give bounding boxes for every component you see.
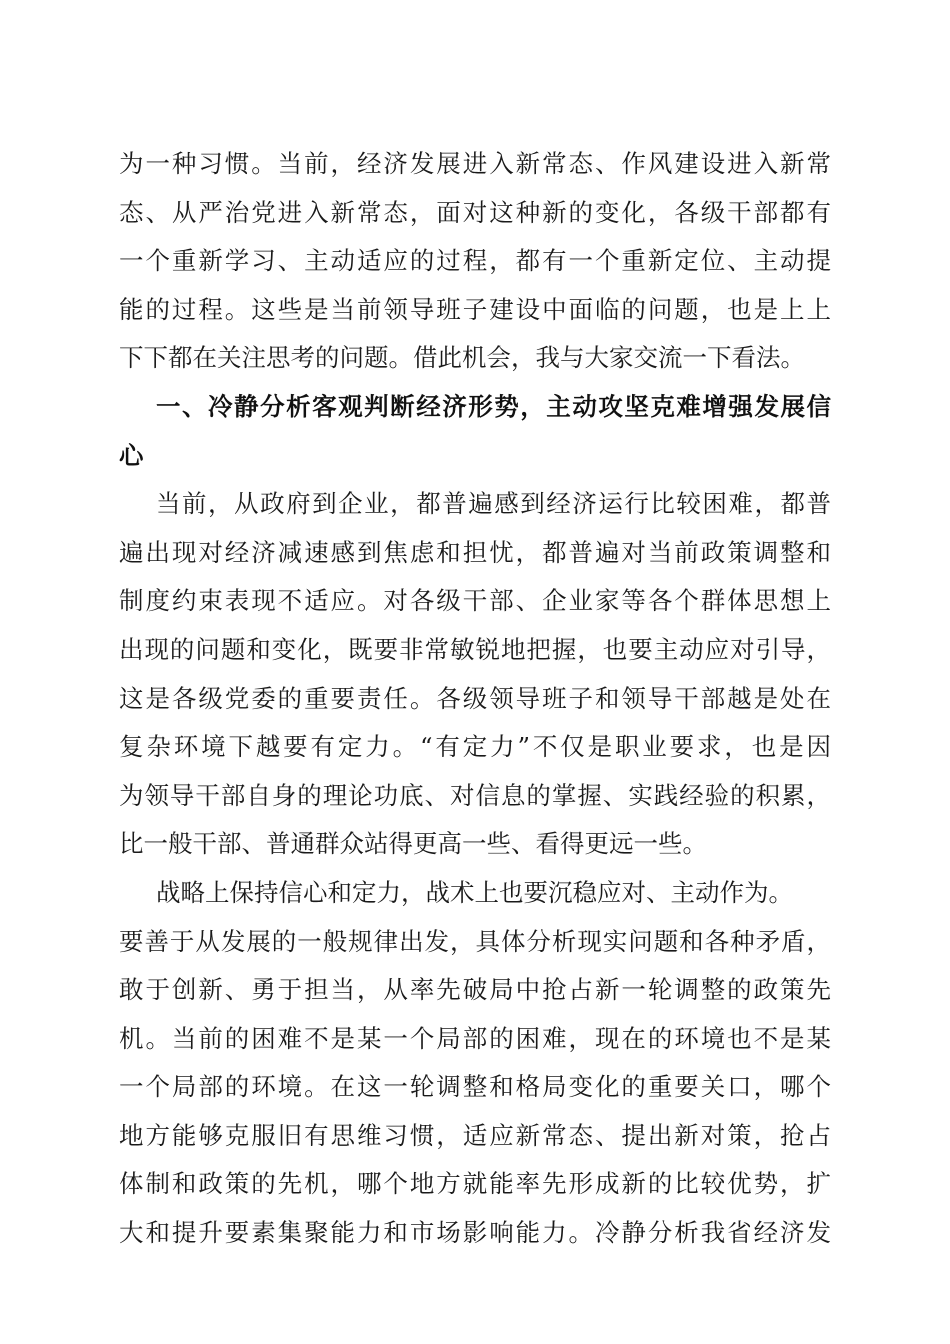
text-line: 态、从严治党进入新常态，面对这种新的变化，各级干部都有 bbox=[119, 197, 831, 227]
paragraph-strategy bbox=[119, 869, 831, 1258]
text-line: 当前，从政府到企业，都普遍感到经济运行比较困难，都普 bbox=[156, 489, 831, 519]
text-line: 比一般干部、普通群众站得更高一些、看得更远一些。 bbox=[119, 829, 707, 859]
text-line: 出现的问题和变化，既要非常敏锐地把握，也要主动应对引导， bbox=[119, 634, 831, 664]
text-line: 下下都在关注思考的问题。借此机会，我与大家交流一下看法。 bbox=[119, 343, 805, 373]
heading-line: 一、冷静分析客观判断经济形势，主动攻坚克难增强发展信 bbox=[156, 391, 831, 421]
text-line: 遍出现对经济减速感到焦虑和担忧，都普遍对当前政策调整和 bbox=[119, 537, 831, 567]
text-line: 敢于创新、勇于担当，从率先破局中抢占新一轮调整的政策先 bbox=[119, 975, 831, 1005]
text-line: 机。当前的困难不是某一个局部的困难，现在的环境也不是某 bbox=[119, 1023, 831, 1053]
paragraph-intro bbox=[119, 140, 831, 383]
text-line: 战略上保持信心和定力，战术上也要沉稳应对、主动作为。 bbox=[156, 877, 793, 907]
text-line: 为一种习惯。当前，经济发展进入新常态、作风建设进入新常 bbox=[119, 149, 831, 178]
text-line: 要善于从发展的一般规律出发，具体分析现实问题和各种矛盾， bbox=[119, 926, 831, 956]
text-line: 能的过程。这些是当前领导班子建设中面临的问题，也是上上 bbox=[119, 294, 831, 324]
heading-line: 心 bbox=[119, 440, 144, 470]
document-body bbox=[119, 140, 831, 1258]
text-line: 大和提升要素集聚能力和市场影响能力。冷静分析我省经济发 bbox=[119, 1218, 831, 1248]
section-heading-1 bbox=[119, 383, 831, 480]
paragraph-economy-difficulty bbox=[119, 480, 831, 869]
text-line: 为领导干部自身的理论功底、对信息的掌握、实践经验的积累， bbox=[119, 780, 831, 810]
text-line: 制度约束表现不适应。对各级干部、企业家等各个群体思想上 bbox=[119, 586, 831, 616]
text-line: 复杂环境下越要有定力。“有定力”不仅是职业要求，也是因 bbox=[119, 732, 831, 762]
text-line: 这是各级党委的重要责任。各级领导班子和领导干部越是处在 bbox=[119, 683, 831, 713]
text-line: 一个重新学习、主动适应的过程，都有一个重新定位、主动提 bbox=[119, 246, 831, 276]
text-line: 体制和政策的先机，哪个地方就能率先形成新的比较优势，扩 bbox=[119, 1169, 831, 1199]
text-line: 地方能够克服旧有思维习惯，适应新常态、提出新对策，抢占 bbox=[119, 1120, 831, 1150]
text-line: 一个局部的环境。在这一轮调整和格局变化的重要关口，哪个 bbox=[119, 1072, 831, 1102]
